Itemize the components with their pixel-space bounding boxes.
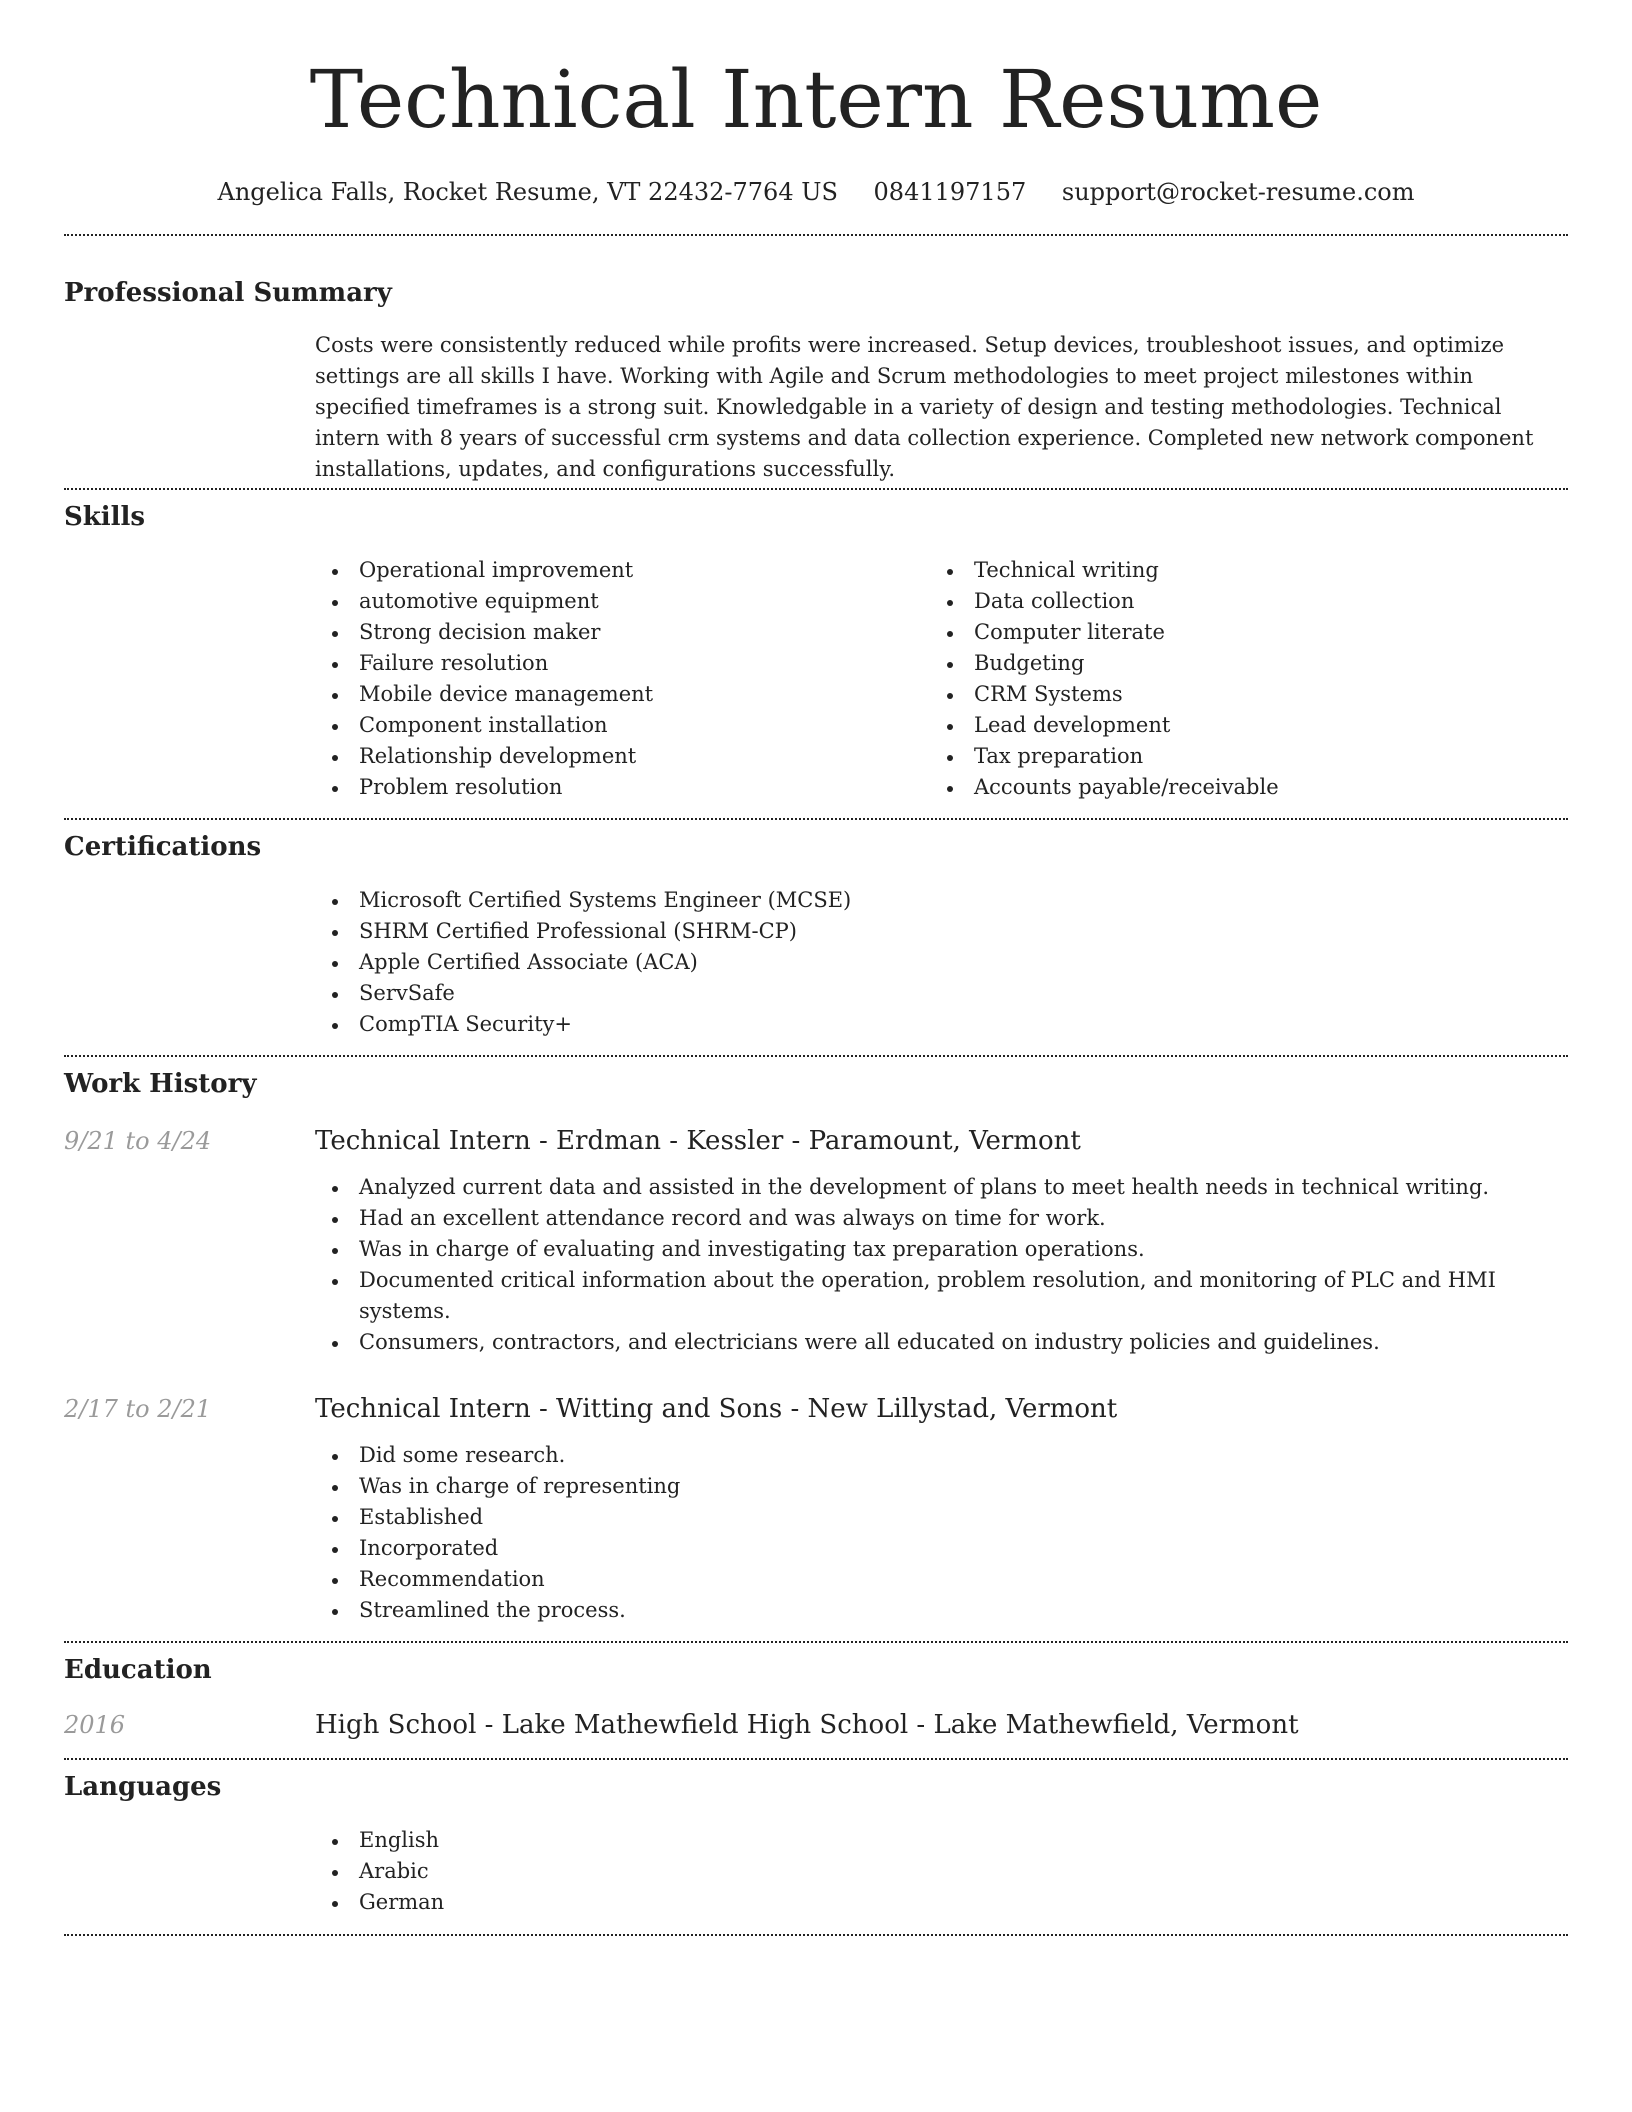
skill-item: CRM Systems xyxy=(930,679,1545,710)
section-heading: Certifications xyxy=(64,832,262,862)
skill-item: Strong decision maker xyxy=(315,617,930,648)
divider xyxy=(64,1758,1568,1760)
job-bullet: Incorporated xyxy=(315,1533,1568,1564)
divider xyxy=(64,1641,1568,1643)
job-title: Technical Intern - Witting and Sons - New Lillystad, Vermont xyxy=(315,1394,1118,1424)
divider xyxy=(64,818,1568,820)
skill-item: Failure resolution xyxy=(315,648,930,679)
job-dates: 2/17 to 2/21 xyxy=(64,1395,212,1423)
job-bullet: Analyzed current data and assisted in the development of plans to meet health needs in technical writing. xyxy=(315,1172,1568,1203)
skill-item: Tax preparation xyxy=(930,741,1545,772)
certifications-list xyxy=(315,885,1568,1040)
education-title: High School - Lake Mathewfield High School - Lake Mathewfield, Vermont xyxy=(315,1710,1299,1740)
certification-item: ServSafe xyxy=(315,978,1568,1009)
skills-list-left xyxy=(315,555,930,803)
skill-item: Operational improvement xyxy=(315,555,930,586)
divider xyxy=(64,234,1568,236)
skills-grid xyxy=(315,555,1568,803)
skills-section xyxy=(64,500,1568,803)
education-entry xyxy=(64,1708,1568,1742)
job-header xyxy=(64,1392,1568,1426)
certification-item: CompTIA Security+ xyxy=(315,1009,1568,1040)
skill-item: Computer literate xyxy=(930,617,1545,648)
skills-list-right xyxy=(930,555,1545,803)
languages-section xyxy=(64,1770,1568,1918)
divider xyxy=(64,1934,1568,1936)
section-heading: Skills xyxy=(64,502,146,532)
section-heading: Languages xyxy=(64,1772,222,1802)
section-heading: Professional Summary xyxy=(64,278,392,308)
education-section xyxy=(64,1653,1568,1742)
language-item: Arabic xyxy=(315,1856,1568,1887)
job-title: Technical Intern - Erdman - Kessler - Paramount, Vermont xyxy=(315,1126,1081,1156)
skill-item: Mobile device management xyxy=(315,679,930,710)
divider xyxy=(64,488,1568,490)
summary-text: Costs were consistently reduced while profits were increased. Setup devices, troubleshoot issues, and optimize settings are all skills I have. Working with Agile and Scrum methodologies to meet project milestones within specified timeframes is a strong suit. Knowledgable in a variety of design and testing methodologies. Technical intern with 8 years of successful crm systems and data collection experience. Completed new network component installations, updates, and configurations successfully. xyxy=(315,333,1534,481)
job-dates: 9/21 to 4/24 xyxy=(64,1127,212,1155)
certification-item: Microsoft Certified Systems Engineer (MCSE) xyxy=(315,885,1568,916)
contact-line xyxy=(64,176,1568,208)
skill-item: Lead development xyxy=(930,710,1545,741)
contact-email: support@rocket-resume.com xyxy=(1061,178,1415,206)
language-item: German xyxy=(315,1887,1568,1918)
skill-item: Component installation xyxy=(315,710,930,741)
skill-item: automotive equipment xyxy=(315,586,930,617)
job-bullet: Documented critical information about the operation, problem resolution, and monitoring of PLC and HMI systems. xyxy=(315,1265,1568,1327)
skill-item: Data collection xyxy=(930,586,1545,617)
job-bullets xyxy=(315,1172,1568,1358)
contact-phone: 0841197157 xyxy=(873,178,1027,206)
summary-section xyxy=(64,276,1568,485)
job-bullet: Streamlined the process. xyxy=(315,1595,1568,1626)
contact-address: Angelica Falls, Rocket Resume, VT 22432-7764 US xyxy=(217,178,838,206)
section-heading: Education xyxy=(64,1655,212,1685)
skill-item: Accounts payable/receivable xyxy=(930,772,1545,803)
job-bullet: Recommendation xyxy=(315,1564,1568,1595)
skill-item: Technical writing xyxy=(930,555,1545,586)
certification-item: Apple Certified Associate (ACA) xyxy=(315,947,1568,978)
section-heading: Work History xyxy=(64,1069,257,1099)
job-bullets xyxy=(315,1440,1568,1626)
skill-item: Problem resolution xyxy=(315,772,930,803)
certification-item: SHRM Certified Professional (SHRM-CP) xyxy=(315,916,1568,947)
certifications-section xyxy=(64,830,1568,1040)
job-bullet: Established xyxy=(315,1502,1568,1533)
job-header xyxy=(64,1124,1568,1158)
work-history-section xyxy=(64,1067,1568,1626)
divider xyxy=(64,1055,1568,1057)
skill-item: Relationship development xyxy=(315,741,930,772)
skill-item: Budgeting xyxy=(930,648,1545,679)
job-bullet: Did some research. xyxy=(315,1440,1568,1471)
language-item: English xyxy=(315,1825,1568,1856)
job-bullet: Had an excellent attendance record and was always on time for work. xyxy=(315,1203,1568,1234)
resume-title: Technical Intern Resume xyxy=(309,53,1323,146)
job-bullet: Was in charge of evaluating and investigating tax preparation operations. xyxy=(315,1234,1568,1265)
languages-list xyxy=(315,1825,1568,1918)
job-bullet: Was in charge of representing xyxy=(315,1471,1568,1502)
job-bullet: Consumers, contractors, and electricians were all educated on industry policies and guidelines. xyxy=(315,1327,1568,1358)
education-date: 2016 xyxy=(64,1711,126,1739)
